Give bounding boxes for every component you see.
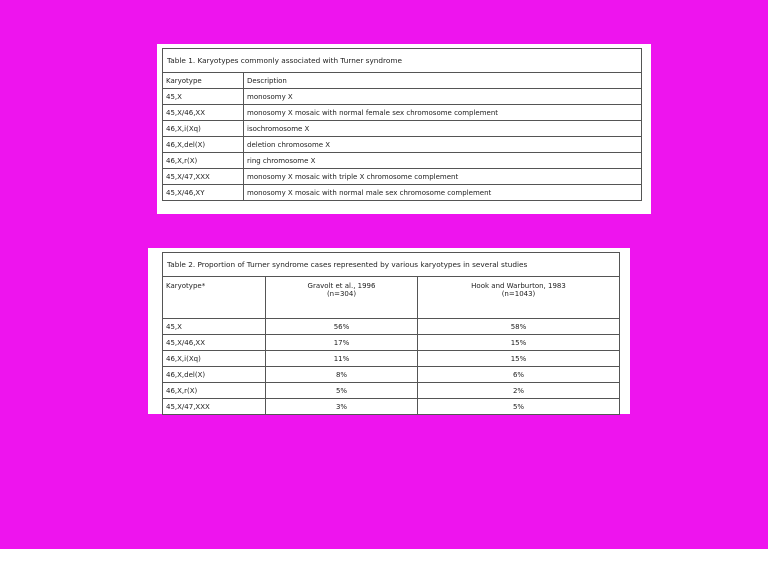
karyotype-cell: 45,X/47,XXX [163, 169, 244, 185]
karyotype-cell: 46,X,i(Xq) [163, 351, 266, 367]
description-cell: monosomy X mosaic with triple X chromosome complement [244, 169, 642, 185]
table2-header-gravolt [266, 277, 418, 319]
karyotype-cell: 45,X/46,XY [163, 185, 244, 201]
karyotype-cell: 46,X,del(X) [163, 367, 266, 383]
table-row [163, 383, 620, 399]
karyotypes-table [162, 48, 642, 201]
description-cell: monosomy X mosaic with normal male sex chromosome complement [244, 185, 642, 201]
gravolt-percent-cell: 3% [266, 399, 418, 415]
table-row [163, 137, 642, 153]
hook-percent-cell: 15% [418, 351, 620, 367]
table2-header-hook-warburton [418, 277, 620, 319]
gravolt-percent-cell: 8% [266, 367, 418, 383]
karyotype-cell: 45,X [163, 319, 266, 335]
karyotype-cell: 45,X/46,XX [163, 335, 266, 351]
karyotype-cell: 45,X/46,XX [163, 105, 244, 121]
table-row [163, 153, 642, 169]
description-cell: isochromosome X [244, 121, 642, 137]
proportions-table [162, 252, 620, 415]
table-row [163, 89, 642, 105]
study-sample-size: (n=1043) [501, 290, 536, 298]
hook-percent-cell: 5% [418, 399, 620, 415]
table-row [163, 399, 620, 415]
table-row [163, 185, 642, 201]
table-row [163, 367, 620, 383]
hook-percent-cell: 6% [418, 367, 620, 383]
karyotype-cell: 45,X/47,XXX [163, 399, 266, 415]
study-sample-size: (n=304) [326, 290, 357, 298]
table-row [163, 335, 620, 351]
table-row [163, 319, 620, 335]
description-cell: monosomy X [244, 89, 642, 105]
hook-percent-cell: 2% [418, 383, 620, 399]
table1-header-row [163, 73, 642, 89]
karyotype-cell: 46,X,del(X) [163, 137, 244, 153]
description-cell: deletion chromosome X [244, 137, 642, 153]
karyotype-cell: 46,X,i(Xq) [163, 121, 244, 137]
gravolt-percent-cell: 5% [266, 383, 418, 399]
table2-caption: Table 2. Proportion of Turner syndrome cases represented by various karyotypes in several studies [163, 253, 620, 277]
table1-header-description: Description [244, 73, 642, 89]
karyotype-cell: 46,X,r(X) [163, 153, 244, 169]
table-row [163, 105, 642, 121]
table2-header-karyotype: Karyotype* [163, 277, 266, 319]
table-row [163, 121, 642, 137]
table2-panel [148, 248, 630, 414]
gravolt-percent-cell: 56% [266, 319, 418, 335]
table1-caption: Table 1. Karyotypes commonly associated with Turner syndrome [163, 49, 642, 73]
description-cell: ring chromosome X [244, 153, 642, 169]
study-name: Gravolt et al., 1996 [307, 282, 376, 290]
karyotype-cell: 46,X,r(X) [163, 383, 266, 399]
gravolt-percent-cell: 11% [266, 351, 418, 367]
study-name: Hook and Warburton, 1983 [471, 282, 566, 290]
table-row [163, 351, 620, 367]
table1-panel [157, 44, 651, 214]
table-row [163, 169, 642, 185]
gravolt-percent-cell: 17% [266, 335, 418, 351]
hook-percent-cell: 58% [418, 319, 620, 335]
hook-percent-cell: 15% [418, 335, 620, 351]
table2-header-row [163, 277, 620, 319]
table1-header-karyotype: Karyotype [163, 73, 244, 89]
karyotype-cell: 45,X [163, 89, 244, 105]
description-cell: monosomy X mosaic with normal female sex chromosome complement [244, 105, 642, 121]
